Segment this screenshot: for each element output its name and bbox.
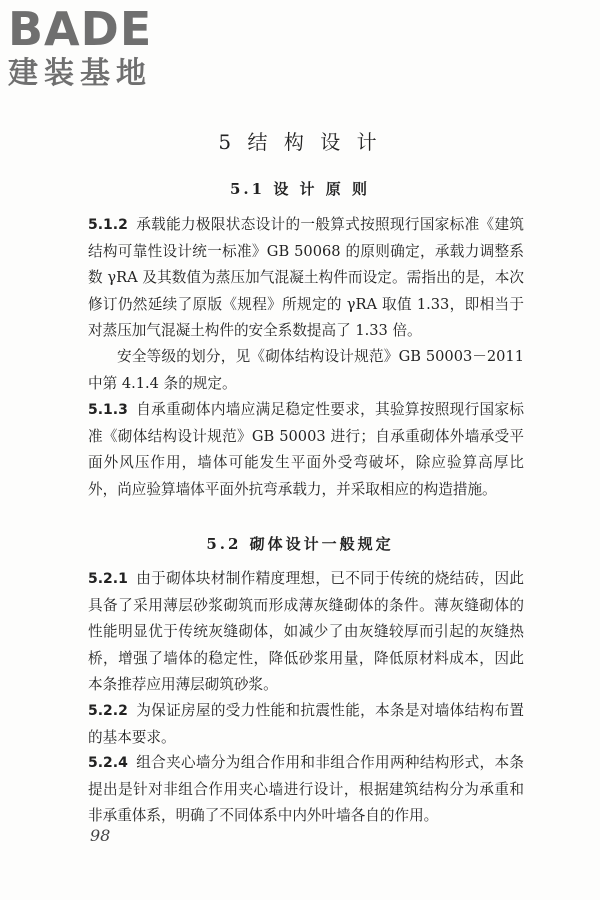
page-number: 98 bbox=[90, 826, 111, 845]
clause-number: 5.2.1 bbox=[88, 571, 128, 587]
body-text: 安全等级的划分，见《砌体结构设计规范》GB 50003－2011 中第 4.1.4 条的规定。 bbox=[88, 348, 524, 392]
logo bbox=[8, 4, 178, 96]
clause-paragraph bbox=[88, 566, 524, 699]
clause-paragraph bbox=[88, 397, 524, 503]
clause-text: 为保证房屋的受力性能和抗震性能，本条是对墙体结构布置的基本要求。 bbox=[88, 702, 524, 746]
chapter-title: 5 结 构 设 计 bbox=[218, 130, 382, 154]
clause-text: 由于砌体块材制作精度理想，已不同于传统的烧结砖，因此具备了采用薄层砂浆砌筑而形成薄灰缝砌体的条件。薄灰缝砌体的性能明显优于传统灰缝砌体，如减少了由灰缝较厚而引起的灰缝热桥，增强了墙体的稳定性，降低砂浆用量，降低原材料成本，因此本条推荐应用薄层砌筑砂浆。 bbox=[88, 570, 524, 693]
body-paragraph bbox=[88, 344, 524, 397]
clause-text: 承载能力极限状态设计的一般算式按照现行国家标准《建筑结构可靠性设计统一标准》GB 50068 的原则确定，承载力调整系数 γRA 及其数值为蒸压加气混凝土构件而设定。需指出的是，本次修订仍然延续了原版《规程》所规定的 γRA 取值 1.33，即相当于对蒸压加气混凝土构件的安全系数提高了 1.33 倍。 bbox=[88, 216, 524, 339]
clause-number: 5.1.3 bbox=[88, 402, 128, 418]
clause-number: 5.2.4 bbox=[88, 755, 128, 771]
section-heading: 5.2 砌体设计一般规定 bbox=[206, 535, 394, 553]
logo-subtitle: 建装基地 bbox=[8, 56, 152, 91]
section-heading: 5.1 设 计 原 则 bbox=[230, 180, 370, 198]
clause-number: 5.2.2 bbox=[88, 703, 128, 719]
logo-brand: BADE bbox=[8, 2, 153, 56]
clause-paragraph bbox=[88, 750, 524, 830]
clause-paragraph bbox=[88, 698, 524, 751]
clause-text: 自承重砌体内墙应满足稳定性要求，其验算按照现行国家标准《砌体结构设计规范》GB 50003 进行；自承重砌体外墙承受平面外风压作用，墙体可能发生平面外受弯破坏，除应验算高厚比外，尚应验算墙体平面外抗弯承载力，并采取相应的构造措施。 bbox=[88, 401, 524, 498]
clause-paragraph bbox=[88, 212, 524, 345]
clause-number: 5.1.2 bbox=[88, 217, 128, 233]
clause-text: 组合夹心墙分为组合作用和非组合作用两种结构形式，本条提出是针对非组合作用夹心墙进行设计，根据建筑结构分为承重和非承重体系，明确了不同体系中内外叶墙各自的作用。 bbox=[88, 754, 524, 824]
